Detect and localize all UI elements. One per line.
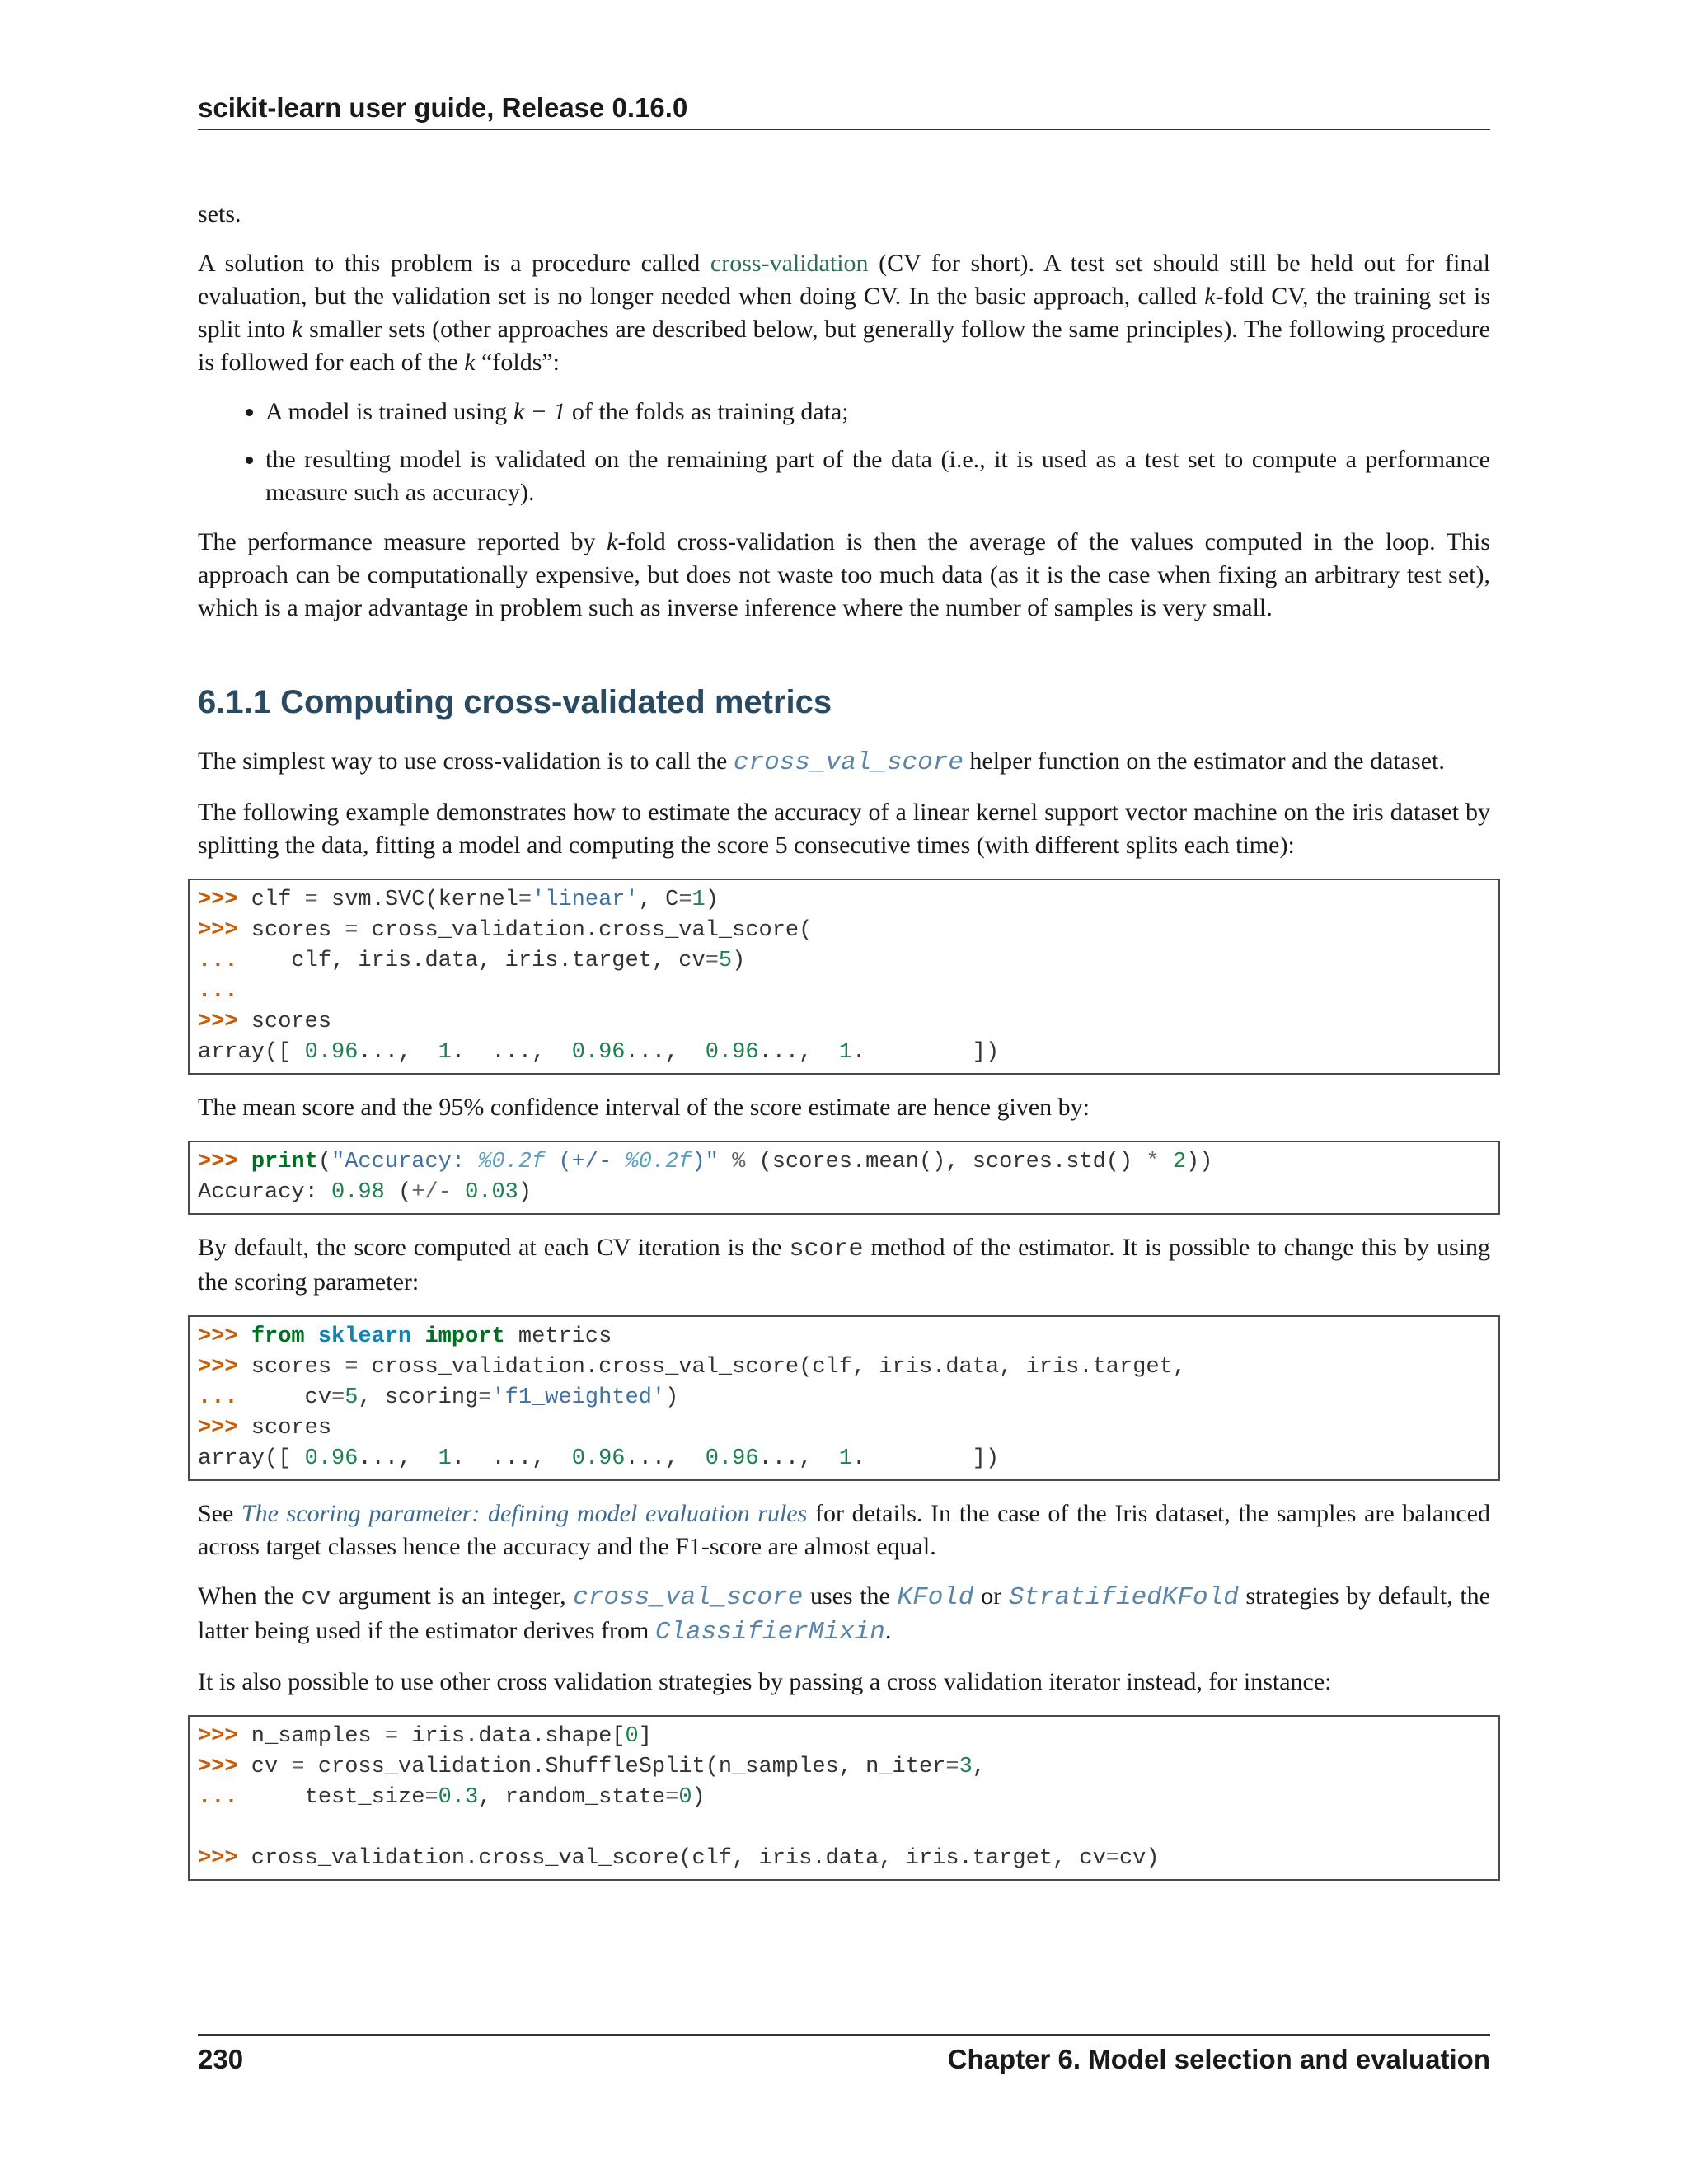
scoring-parameter-link[interactable]: The scoring parameter: defining model evaluation rules: [241, 1500, 808, 1527]
code-line: >>> cross_validation.cross_val_score(clf, iris.data, iris.target, cv=cv): [198, 1846, 1160, 1871]
code-line: >>> print("Accuracy: %0.2f (+/- %0.2f)" % (scores.mean(), scores.std() * 2)): [198, 1150, 1213, 1174]
text: method of the estimator. It is possible to change this by using the scoring parameter:: [198, 1234, 1490, 1296]
cross-validation-link[interactable]: cross-validation: [710, 250, 869, 277]
code-line: >>> scores = cross_validation.cross_val_score(: [198, 918, 813, 943]
fold-procedure-list: [198, 396, 1490, 509]
math-k-minus-1: k − 1: [513, 398, 566, 425]
math-k: k: [1204, 283, 1216, 310]
text: The performance measure reported by: [198, 528, 607, 555]
page-number: 230: [198, 2044, 244, 2074]
code-line: ... test_size=0.3, random_state=0): [198, 1785, 706, 1810]
text: When the: [198, 1582, 302, 1610]
code-block-3: [188, 1315, 1500, 1481]
classifier-mixin-link[interactable]: [654, 1617, 885, 1647]
chapter-title: Chapter 6. Model selection and evaluation: [947, 2044, 1490, 2074]
text: By default, the score computed at each CV iteration is the: [198, 1234, 790, 1261]
paragraph-intro-fragment: sets.: [198, 200, 241, 227]
paragraph-example-intro: The following example demonstrates how to estimate the accuracy of a linear kernel support vector machine on the iris dataset by splitting the data, fitting a model and computing the score 5 consecutive times (with different splits each time):: [198, 799, 1490, 859]
text: helper function on the estimator and the dataset.: [963, 748, 1445, 775]
text: A model is trained using: [265, 398, 513, 425]
text: .: [884, 1617, 892, 1644]
cross-val-score-link[interactable]: [734, 748, 964, 775]
paragraph-see-scoring: [198, 1497, 1490, 1563]
text: See: [198, 1500, 241, 1527]
text: “folds”:: [475, 349, 560, 376]
paragraph-simplest-way: [198, 745, 1490, 780]
code-line: >>> scores: [198, 1416, 332, 1441]
text: of the folds as training data;: [565, 398, 849, 425]
paragraph-mean-score: The mean score and the 95% confidence interval of the score estimate are hence given by:: [198, 1094, 1090, 1121]
code-line: [198, 1813, 1490, 1844]
code-line: >>> scores: [198, 1010, 332, 1034]
code-line: ... clf, iris.data, iris.target, cv=5): [198, 949, 746, 973]
code-line: ...: [198, 979, 238, 1004]
list-item: [265, 396, 1490, 429]
code-line: >>> clf = svm.SVC(kernel='linear', C=1): [198, 888, 719, 912]
code-block-2: [188, 1141, 1500, 1215]
code-ref: StratifiedKFold: [1008, 1583, 1239, 1612]
code-block-4: [188, 1715, 1500, 1881]
list-item: [265, 443, 1490, 509]
code-literal: cv: [301, 1584, 331, 1612]
running-footer: [198, 2034, 1490, 2074]
code-line: >>> scores = cross_validation.cross_val_score(clf, iris.data, iris.target,: [198, 1355, 1187, 1380]
paragraph-scoring-default: [198, 1231, 1490, 1299]
math-k: k: [292, 316, 303, 343]
code-ref: cross_val_score: [733, 748, 964, 777]
code-ref: cross_val_score: [573, 1583, 804, 1612]
main-content: [198, 198, 1490, 1897]
cross-val-score-link[interactable]: [573, 1582, 803, 1610]
math-k: k: [607, 528, 618, 555]
code-line: >>> cv = cross_validation.ShuffleSplit(n_samples, n_iter=3,: [198, 1755, 986, 1779]
code-block-1: [188, 879, 1500, 1075]
kfold-link[interactable]: [898, 1582, 974, 1610]
text: The simplest way to use cross-validation is to call the: [198, 748, 734, 775]
code-line: >>> n_samples = iris.data.shape[0]: [198, 1724, 652, 1749]
running-header: [198, 92, 1490, 130]
code-ref: ClassifierMixin: [654, 1618, 885, 1647]
text: argument is an integer,: [331, 1582, 574, 1610]
text: -fold cross-validation is then the average of the values computed in the loop. This approach can be computationally expensive, but does not waste too much data (as it is the case when fixing an arbitrary test set), which is a major advantage in problem such as inverse inference where the number of samples is very small.: [198, 528, 1490, 621]
text: or: [973, 1582, 1009, 1610]
text: A solution to this problem is a procedure called: [198, 250, 710, 277]
code-literal: score: [789, 1235, 864, 1263]
code-line: array([ 0.96..., 1. ..., 0.96..., 0.96..., 1. ]): [198, 1040, 1000, 1065]
header-title: scikit-learn user guide, Release 0.16.0: [198, 92, 688, 123]
code-ref: KFold: [897, 1583, 974, 1612]
text: smaller sets (other approaches are described below, but generally follow the same principles). The following procedure is followed for each of the: [198, 316, 1490, 376]
text: the resulting model is validated on the remaining part of the data (i.e., it is used as a test set to compute a performance measure such as accuracy).: [265, 446, 1490, 506]
paragraph-other-strategies: It is also possible to use other cross validation strategies by passing a cross validation iterator instead, for instance:: [198, 1668, 1332, 1695]
text: (CV for short). A test set should still be held out for final evaluation, but the validation set is no longer needed when doing CV. In the basic approach, called: [198, 250, 1490, 310]
code-line: array([ 0.96..., 1. ..., 0.96..., 0.96..., 1. ]): [198, 1446, 1000, 1471]
text: uses the: [803, 1582, 898, 1610]
code-line: ... cv=5, scoring='f1_weighted'): [198, 1385, 679, 1410]
code-line: >>> from sklearn import metrics: [198, 1324, 612, 1349]
paragraph-cv-solution: [198, 247, 1490, 379]
code-line: Accuracy: 0.98 (+/- 0.03): [198, 1180, 532, 1205]
text: for details. In the case of the Iris dataset, the samples are balanced across target classes hence the accuracy and the F1-score are almost equal.: [198, 1500, 1490, 1560]
text: strategies by default, the latter being used if the estimator derives from: [198, 1582, 1490, 1644]
text: -fold CV, the training set is split into: [198, 283, 1490, 343]
section-heading: 6.1.1 Computing cross-validated metrics: [198, 684, 832, 720]
paragraph-performance-measure: [198, 526, 1490, 625]
paragraph-cv-argument: [198, 1580, 1490, 1649]
math-k: k: [464, 349, 476, 376]
stratified-kfold-link[interactable]: [1009, 1582, 1239, 1610]
